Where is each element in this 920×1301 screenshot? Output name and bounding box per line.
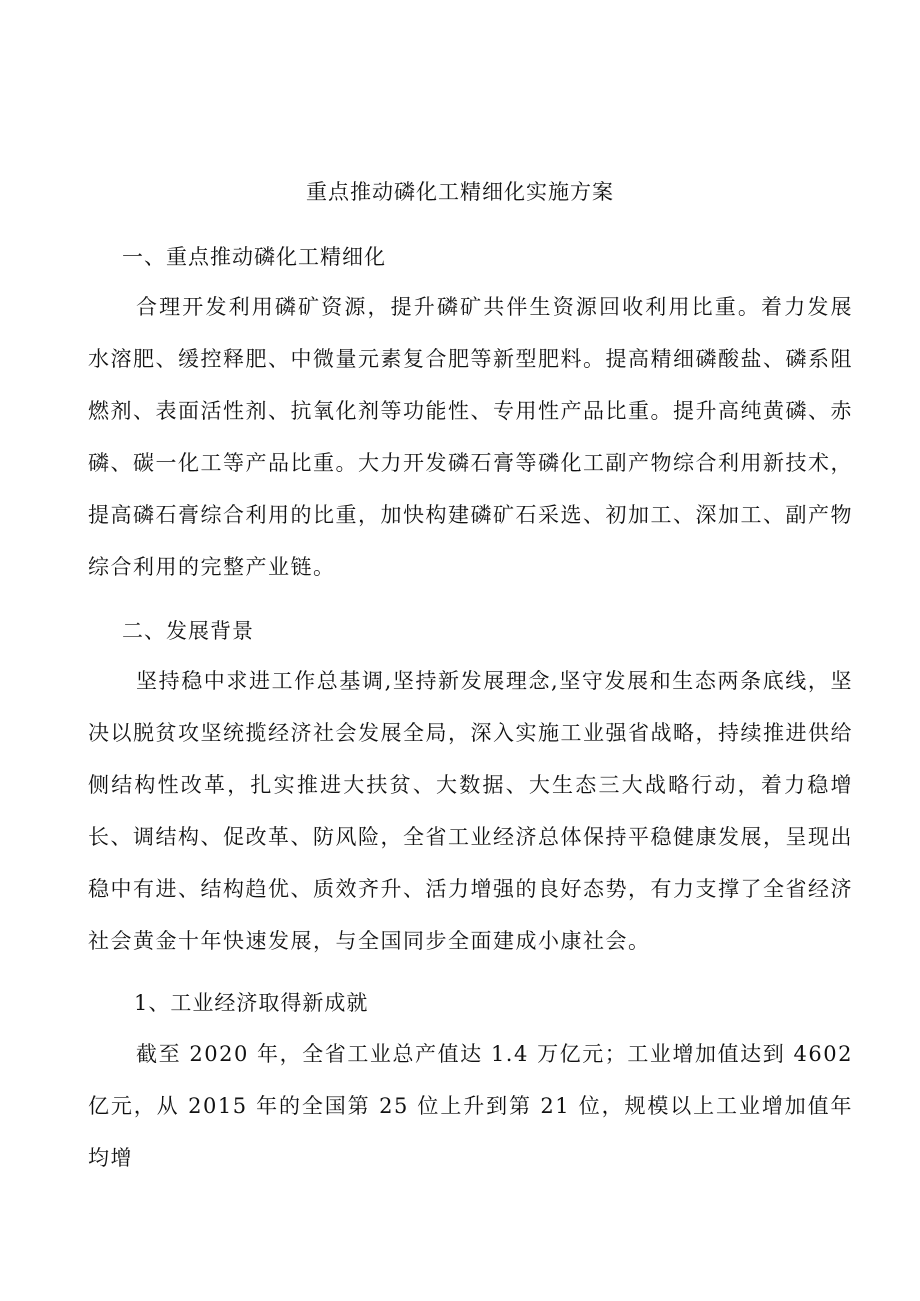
section-paragraph-2: 坚持稳中求进工作总基调,坚持新发展理念,坚守发展和生态两条底线，坚决以脱贫攻坚统揽经济社会发展全局，深入实施工业强省战略，持续推进供给侧结构性改革，扎实推进大扶贫、大数据、大生态三大战略行动，着力稳增长、调结构、促改革、防风险，全省工业经济总体保持平稳健康发展，呈现出稳中有进、结构趋优、质效齐升、活力增强的良好态势，有力支撑了全省经济社会黄金十年快速发展，与全国同步全面建成小康社会。 [88,669,853,953]
document-title: 重点推动磷化工精细化实施方案 [306,180,614,204]
section-heading-1: 一、重点推动磷化工精细化 [122,245,386,269]
section-heading-2: 二、发展背景 [122,619,254,643]
subsection-heading-1: 1、工业经济取得新成就 [134,991,369,1015]
section-paragraph-1: 合理开发利用磷矿资源，提升磷矿共伴生资源回收利用比重。着力发展水溶肥、缓控释肥、中微量元素复合肥等新型肥料。提高精细磷酸盐、磷系阻燃剂、表面活性剂、抗氧化剂等功能性、专用性产品比重。提升高纯黄磷、赤磷、碳一化工等产品比重。大力开发磷石膏等磷化工副产物综合利用新技术，提高磷石膏综合利用的比重，加快构建磷矿石采选、初加工、深加工、副产物综合利用的完整产业链。 [88,295,853,579]
subsection-paragraph-1: 截至 2020 年，全省工业总产值达 1.4 万亿元；工业增加值达到 4602 亿元，从 2015 年的全国第 25 位上升到第 21 位，规模以上工业增加值年均增 [88,1042,853,1170]
